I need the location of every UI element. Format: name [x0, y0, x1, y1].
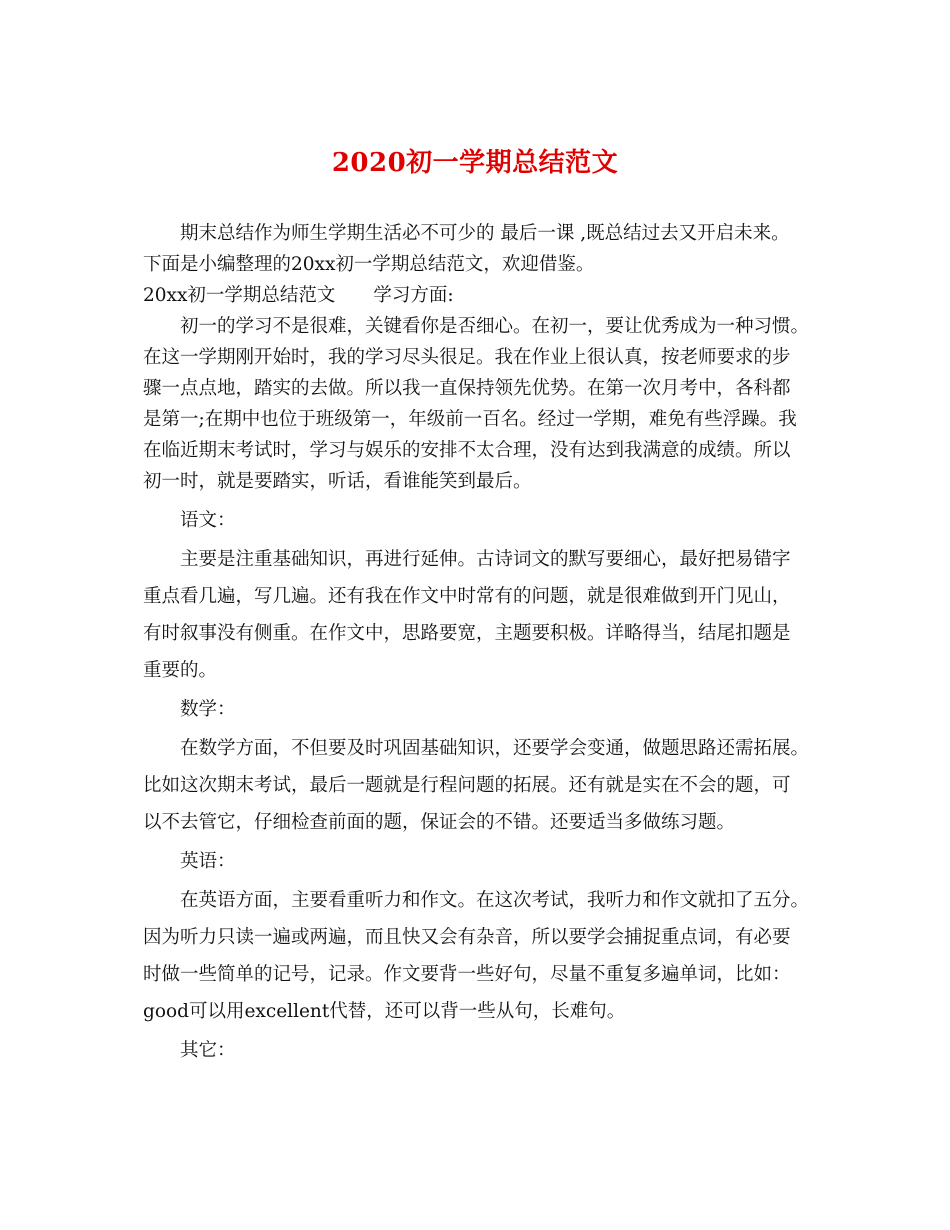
english-paragraph-cont: [143, 922, 813, 1027]
english-line: 时做一些简单的记号，记录。作文要背一些好句，尽量不重复多遍单词，比如：: [143, 964, 791, 985]
study-line: 骤一点点地，踏实的去做。所以我一直保持领先优势。在第一次月考中，各科都: [143, 378, 791, 399]
math-line: 比如这次期末考试，最后一题就是行程问题的拓展。还有就是实在不会的题，可: [143, 775, 791, 796]
study-line: 是第一;在期中也位于班级第一，年级前一百名。经过一学期，难免有些浮躁。我: [143, 409, 797, 430]
study-line: 初一时，就是要踏实，听话，看谁能笑到最后。: [143, 471, 532, 492]
study-line: 在临近期末考试时，学习与娱乐的安排不太合理，没有达到我满意的成绩。所以: [143, 440, 791, 461]
english-line: good可以用excellent代替，还可以背一些从句，长难句。: [143, 1001, 626, 1022]
chinese-paragraph: [143, 544, 813, 575]
chinese-heading: 语文：: [180, 510, 236, 531]
study-paragraph: [143, 311, 813, 342]
english-paragraph: [143, 885, 813, 916]
math-line: 在数学方面，不但要及时巩固基础知识，还要学会变通，做题思路还需拓展。: [180, 738, 810, 759]
english-line: 因为听力只读一遍或两遍，而且快又会有杂音，所以要学会捕捉重点词，有必要: [143, 927, 791, 948]
math-paragraph-cont: [143, 770, 813, 838]
subtitle-line: [143, 280, 813, 311]
subtitle-right: 学习方面:: [373, 285, 454, 306]
other-heading: 其它：: [180, 1040, 236, 1061]
math-heading: 数学：: [180, 699, 236, 720]
study-paragraph-cont: [143, 342, 813, 497]
document-body: [143, 218, 813, 1066]
document-title: 2020初一学期总结范文: [331, 148, 619, 178]
intro-paragraph-cont: [143, 249, 813, 280]
english-heading: 英语：: [180, 851, 236, 872]
math-line: 以不去管它，仔细检查前面的题，保证会的不错。还要适当多做练习题。: [143, 812, 736, 833]
study-line: 初一的学习不是很难，关键看你是否细心。在初一，要让优秀成为一种习惯。: [180, 316, 810, 337]
study-line: 在这一学期刚开始时，我的学习尽头很足。我在作业上很认真，按老师要求的步: [143, 347, 791, 368]
intro-paragraph: [143, 218, 813, 249]
subtitle-left: 20xx初一学期总结范文: [143, 285, 336, 306]
chinese-line: 有时叙事没有侧重。在作文中，思路要宽，主题要积极。详略得当，结尾扣题是: [143, 623, 791, 644]
chinese-paragraph-cont: [143, 581, 813, 686]
chinese-line: 重点看几遍，写几遍。还有我在作文中时常有的问题，就是很难做到开门见山，: [143, 586, 791, 607]
chinese-line: 重要的。: [143, 660, 218, 681]
intro-line-2: 下面是小编整理的20xx初一学期总结范文，欢迎借鉴。: [143, 254, 595, 275]
chinese-line: 主要是注重基础知识，再进行延伸。古诗词文的默写要细心，最好把易错字: [180, 549, 791, 570]
intro-line-1: 期末总结作为师生学期生活必不可少的 最后一课 ,既总结过去又开启未来。: [180, 223, 790, 244]
english-line: 在英语方面，主要看重听力和作文。在这次考试，我听力和作文就扣了五分。: [180, 890, 810, 911]
math-paragraph: [143, 733, 813, 764]
